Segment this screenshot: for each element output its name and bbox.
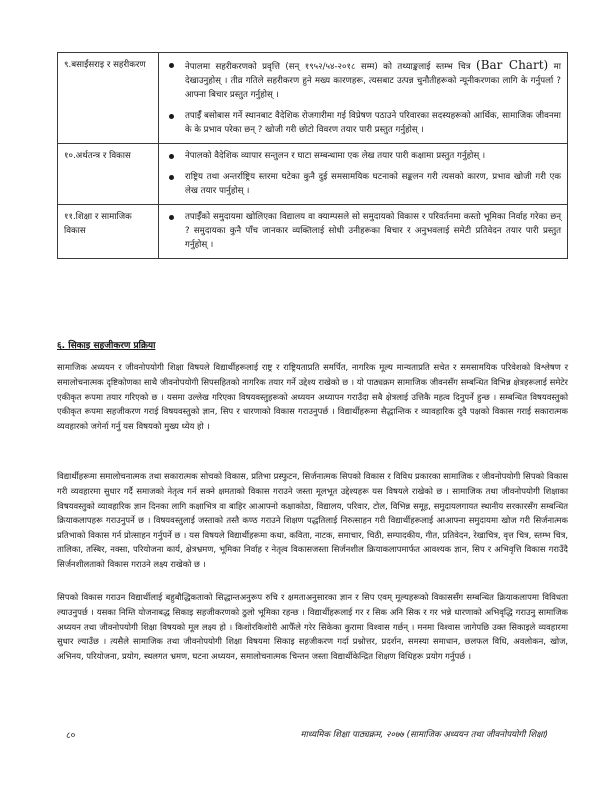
table-row: [58, 205, 568, 259]
list-item: नेपालको वैदेशिक व्यापार सन्तुलन र घाटा सम्बन्धामा एक लेख तयार पारी कक्षामा प्रस्तुत गर्नुहोस् ।: [165, 149, 561, 163]
list-item: तपाईँ बसोबास गर्ने स्थानबाट वैदेशिक रोजगारीमा गई विप्रेषण पठाउने परिवारका सदस्यहरूको आर्थिक, सामाजिक जीवनमा के के प्रभाव परेका छन् ? खोजी गरी छोटो विवरण तयार पारी प्रस्तुत गर्नुहोस् ।: [165, 109, 561, 137]
topic-label: १०.अर्थतन्त्र र विकास: [64, 151, 131, 161]
table-row: [58, 53, 568, 144]
body-paragraph: सिपको विकास गराउन विद्यार्थीलाई बहुबौद्धिकताको सिद्धान्तअनुरूप रुचि र क्षमताअनुसारका ज्ञान र सिप एवम् मूल्यहरूको विकाससँग सम्बन्धित क्रियाकलापमा विविधता ल्याउनुपर्छ । यसका निम्ति योजनाबद्ध सिकाइ सहजीकरणको ठुलो भूमिका रहन्छ । विद्यार्थीहरूलाई गर र सिक अनि सिक र गर भन्ने धारणाको अभिवृद्धि गराउनु सामाजिक अध्ययन तथा जीवनोपयोगी शिक्षा विषयको मूल लक्ष्य हो । किशोरकिशोरी आफैँले गरेर सिकेका कुरामा विश्वास गर्छन् । मनमा विश्वास जागेपछि उक्त सिकाइले व्यवहारमा सुधार ल्याउँछ । त्यसैले सामाजिक तथा जीवनोपयोगी शिक्षा विषयमा सिकाइ सहजीकरण गर्दा प्रश्नोत्तर, प्रदर्शन, समस्या समाधान, छलफल विधि, अवलोकन, खोज, अभिनय, परियोजना, प्रयोग, स्थलगत भ्रमण, घटना अध्ययन, समालोचनात्मक चिन्तन जस्ता विद्यार्थीकेन्द्रित शिक्षण विधिहरू प्रयोग गर्नुपर्छ ।: [57, 592, 568, 661]
bullet-icon: [169, 175, 174, 180]
activities-cell: [159, 144, 568, 205]
activity-list: [165, 58, 561, 137]
topic-cell: [58, 53, 159, 144]
list-item: राष्ट्रिय तथा अन्तर्राष्ट्रिय स्तरमा घटेका कुनै दुई समसामयिक घटनाको सङ्कलन गरी त्यसको कारण, प्रभाव खोजी गरी एक लेख तयार पार्नुहोस् ।: [165, 170, 561, 198]
body-paragraph: विद्यार्थीहरूमा समालोचनात्मक तथा सकारात्मक सोचको विकास, प्रतिभा प्रस्फुटन, सिर्जनात्मक सिपको विकास र विविध प्रकारका सामाजिक र जीवनोपयोगी सिपको विकास गरी व्यवहारमा सुधार गर्दै समाजको नेतृत्व गर्न सक्ने क्षमताको विकास गराउने जस्ता मूलभूत उद्देश्यहरू यस विषयले राखेको छ । सामाजिक तथा जीवनोपयोगी शिक्षाका विषयवस्तुको व्यावहारिक ज्ञान दिनका लागि कक्षाभित्र वा बाहिर आआफ्नो कक्षाकोठा, विद्यालय, परिवार, टोल, विभिन्न समूह, समुदायलगायत स्थानीय सरकारसँग सम्बन्धित क्रियाकलापहरू गराउनुपर्ने छ । विषयवस्तुलाई जस्ताको तस्तै कण्ठ गराउने शिक्षण पद्धतिलाई निरुत्साहन गरी विद्यार्थीहरूलाई आआफ्ना समुदायमा खोज गरी सिर्जनात्मक प्रतिभाको विकास गर्न प्रोत्साहन गर्नुपर्ने छ । यस विषयले विद्यार्थीहरूमा कथा, कविता, नाटक, समाचार, चिठी, सम्पादकीय, गीत, प्रतिवेदन, रेखाचित्र, वृत्त चित्र, स्तम्भ चित्र, तालिका, तस्बिर, नक्सा, परियोजना कार्य, क्षेत्रभ्रमण, भूमिका निर्वाह र नेतृत्व विकासजस्ता सिर्जनशील क्रियाकलापमार्फत आवश्यक ज्ञान, सिप र अभिवृत्ति विकास गराउँदै सिर्जनशीलताको विकास गराउने लक्ष्य राखेको छ ।: [57, 471, 568, 569]
activity-table: [57, 52, 568, 259]
activity-list: [165, 210, 561, 252]
activities-cell: [159, 53, 568, 144]
bullet-icon: [169, 63, 174, 68]
table-row: [58, 144, 568, 205]
running-footer-title: माध्यमिक शिक्षा पाठ्यक्रम, २०७७ (सामाजिक अध्ययन तथा जीवनोपयोगी शिक्षा): [300, 730, 548, 740]
bullet-icon: [169, 114, 174, 119]
list-item: नेपालमा सहरीकरणको प्रवृत्ति (सन् १९५२/५४-२०१८ सम्म) को तथ्याङ्कलाई स्तम्भ चित्र (Bar Chart) मा देखाउनुहोस् । तीव्र गतिले सहरीकरण हुने मख्य कारणहरू, त्यसबाट उत्पन्न चुनौतीहरूको न्यूनीकरणका लागि के गर्नुपर्ला ? आफ्ना बिचार प्रस्तुत गर्नुहोस् ।: [165, 58, 561, 102]
list-item: तपाईँको समुदायमा खोलिएका विद्यालय वा क्याम्पसले सो समुदायको विकास र परिवर्तनमा कस्तो भूमिका निर्वाह गरेका छन् ? समुदायका कुनै पाँच जानकार व्यक्तिलाई सोधी उनीहरूका बिचार र अनुभवलाई समेटी प्रतिवेदन तयार पारी प्रस्तुत गर्नुहोस् ।: [165, 210, 561, 252]
page-number: ८०: [66, 731, 76, 741]
topic-label: ११.शिक्षा र सामाजिक विकास: [64, 212, 132, 236]
section-heading: ६. सिकाइ सहजीकरण प्रक्रिया: [57, 341, 156, 351]
body-paragraph: सामाजिक अध्ययन र जीवनोपयोगी शिक्षा विषयले विद्यार्थीहरूलाई राष्ट्र र राष्ट्रियताप्रति समर्पित, नागरिक मूल्य मान्यताप्रति सचेत र समसामयिक परिवेशको विश्लेषण र समालोचनात्मक दृष्टिकोणका साथै जीवनोपयोगी सिपसहितको नागरिक तयार गर्ने उद्देश्य राखेको छ । यो पाठ्यक्रम सामाजिक जीवनसँग सम्बन्धित विभिन्न क्षेत्रहरूलाई समेटेर एकीकृत रूपमा तयार गरिएको छ । यसमा उल्लेख गरिएका विषयवस्तुहरूको अध्ययन अध्यापन गराउँदा सबै क्षेत्रलाई उत्तिकै महत्व दिनुपर्ने हुन्छ । सम्बन्धित विषयवस्तुको एकीकृत रूपमा सहजीकरण गराई विषयवस्तुको ज्ञान, सिप र धारणाको विकास गराउनुपर्छ । विद्यार्थीहरूमा सैद्धान्तिक र व्यावहारिक दुवै पक्षको विकास गराई सकारात्मक व्यवहारको जगेर्ना गर्नु यस विषयको मुख्य ध्येय हो ।: [57, 362, 568, 431]
topic-cell: [58, 144, 159, 205]
activity-list: [165, 149, 561, 198]
topic-cell: [58, 205, 159, 259]
bullet-icon: [169, 154, 174, 159]
bar-chart-term: (Bar Chart): [476, 58, 549, 72]
topic-label: ९.बसाईंसराइ र सहरीकरण: [64, 60, 146, 70]
activities-cell: [159, 205, 568, 259]
bullet-icon: [169, 215, 174, 220]
